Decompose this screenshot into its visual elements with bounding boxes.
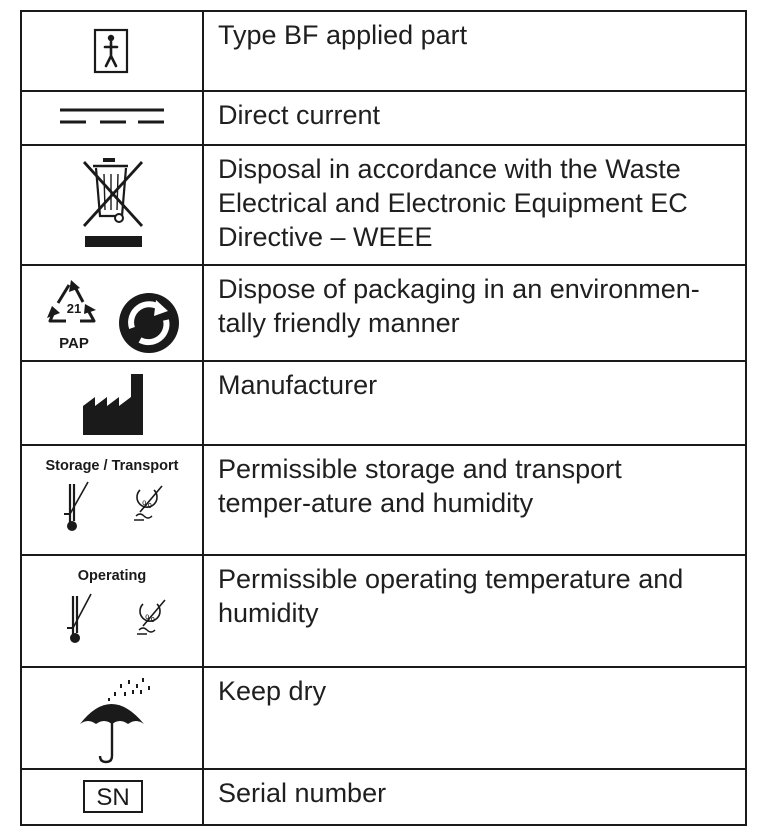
svg-text:%: % bbox=[145, 613, 155, 625]
row-description: Manufacturer bbox=[218, 370, 378, 400]
row-description: Permissible operating temperature and humidity bbox=[218, 564, 684, 628]
row-description: Permissible storage and transport temper-ature and humidity bbox=[218, 454, 622, 518]
svg-text:%: % bbox=[142, 499, 152, 511]
symbols-table bbox=[20, 10, 747, 826]
table-row bbox=[22, 146, 745, 266]
symbol-cell bbox=[22, 362, 204, 444]
storage-temperature-humidity-icon bbox=[22, 446, 202, 554]
manufacturer-factory-icon bbox=[22, 362, 202, 444]
thermometer-icon bbox=[67, 594, 91, 643]
direct-current-icon bbox=[22, 92, 202, 144]
serial-number-icon bbox=[22, 770, 202, 824]
keep-dry-umbrella-icon bbox=[22, 668, 202, 768]
recycling-pap-21-and-green-dot-icon bbox=[22, 266, 202, 360]
row-description: Serial number bbox=[218, 778, 387, 808]
row-description: Dispose of packaging in an environmen-tally friendly manner bbox=[218, 274, 700, 338]
table-row bbox=[22, 12, 745, 92]
table-row bbox=[22, 668, 745, 770]
weee-crossed-bin-icon bbox=[22, 146, 202, 264]
table-row bbox=[22, 770, 745, 826]
symbol-cell bbox=[22, 92, 204, 144]
symbol-cell bbox=[22, 12, 204, 90]
row-description: Disposal in accordance with the Waste Electrical and Electronic Equipment EC Directive – WEEE bbox=[218, 154, 688, 252]
type-bf-applied-part-icon bbox=[22, 12, 202, 90]
humidity-icon bbox=[134, 486, 162, 520]
symbol-cell bbox=[22, 266, 204, 360]
operating-temperature-humidity-icon bbox=[22, 556, 202, 666]
humidity-icon bbox=[137, 600, 165, 634]
serial-number-text: SN bbox=[96, 784, 130, 811]
symbol-cell bbox=[22, 668, 204, 768]
thermometer-icon bbox=[64, 482, 88, 531]
table-row bbox=[22, 362, 745, 446]
recycling-material: PAP bbox=[59, 335, 89, 352]
symbol-label: Storage / Transport bbox=[45, 458, 179, 474]
symbol-cell bbox=[22, 446, 204, 554]
table-row bbox=[22, 446, 745, 556]
symbol-label: Operating bbox=[77, 568, 147, 584]
row-description: Type BF applied part bbox=[218, 20, 468, 50]
row-description: Direct current bbox=[218, 100, 381, 130]
row-description: Keep dry bbox=[218, 676, 327, 706]
recycling-number: 21 bbox=[66, 301, 82, 316]
symbol-cell bbox=[22, 770, 204, 826]
symbol-cell bbox=[22, 556, 204, 666]
table-row bbox=[22, 92, 745, 146]
table-row bbox=[22, 556, 745, 668]
table-row bbox=[22, 266, 745, 362]
symbol-cell bbox=[22, 146, 204, 264]
